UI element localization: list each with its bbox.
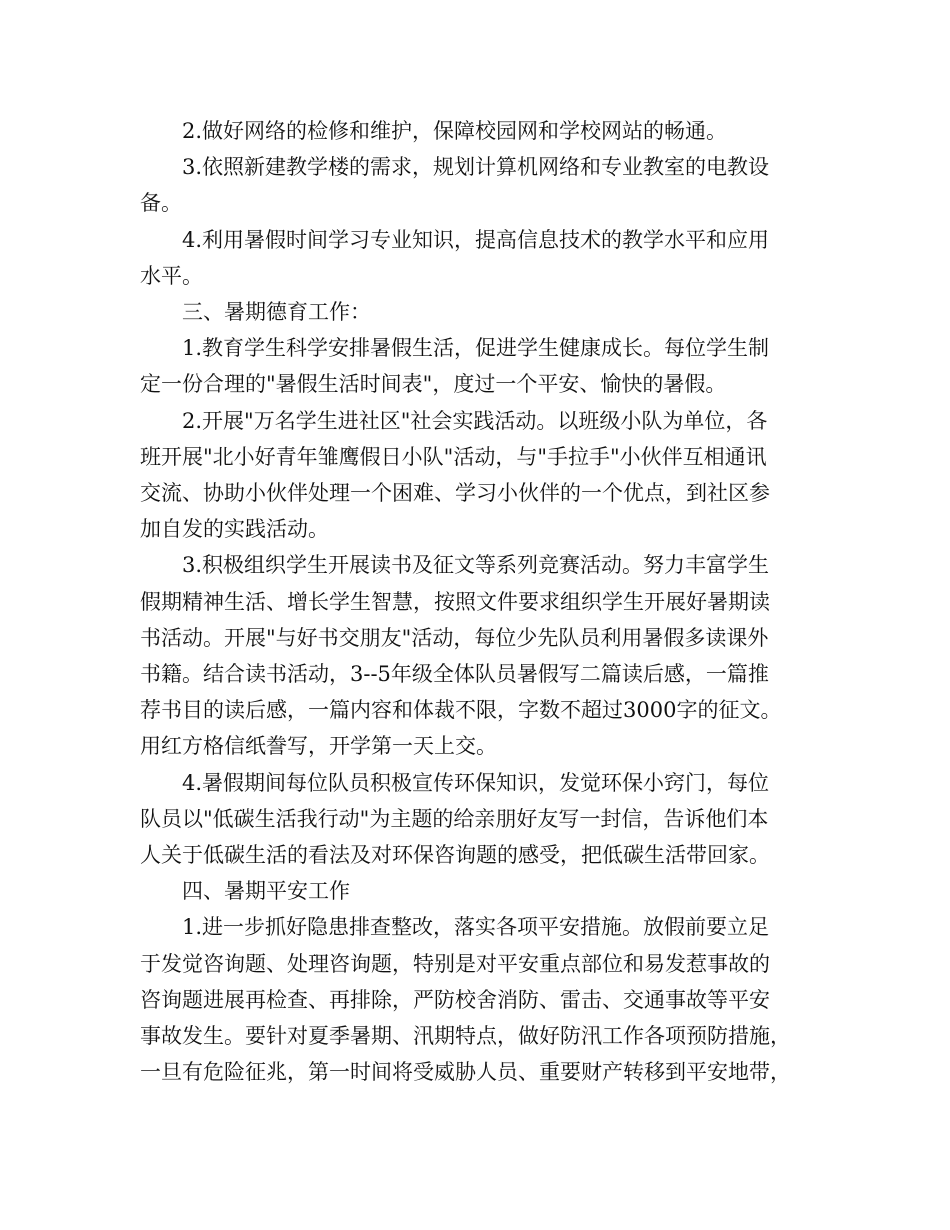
text-line: 4.暑假期间每位队员积极宣传环保知识，发觉环保小窍门，每位	[182, 770, 770, 795]
text-line: 定一份合理的"暑假生活时间表"，度过一个平安、愉快的暑假。	[140, 372, 727, 397]
text-line: 2.做好网络的检修和维护，保障校园网和学校网站的畅通。	[182, 119, 728, 143]
text-line: 书籍。结合读书活动，3--5年级全体队员暑假写二篇读后感，一篇推	[140, 662, 769, 687]
section-heading: 四、暑期平安工作	[182, 879, 350, 904]
text-line: 4.利用暑假时间学习专业知识，提高信息技术的教学水平和应用	[182, 227, 770, 252]
text-line: 2.开展"万名学生进社区"社会实践活动。以班级小队为单位，各	[182, 408, 768, 433]
text-line: 于发觉咨询题、处理咨询题，特别是对平安重点部位和易发惹事故的	[140, 951, 770, 976]
text-line: 队员以"低碳生活我行动"为主题的给亲朋好友写一封信，告诉他们本	[140, 806, 769, 831]
text-line: 人关于低碳生活的看法及对环保咨询题的感受，把低碳生活带回家。	[140, 843, 770, 868]
document-body	[140, 113, 812, 1090]
text-line: 备。	[140, 191, 182, 216]
text-line: 书活动。开展"与好书交朋友"活动，每位少先队员利用暑假多读课外	[140, 625, 769, 650]
text-line: 3.依照新建教学楼的需求，规划计算机网络和专业教室的电教设	[182, 155, 770, 180]
text-line: 班开展"北小好青年雏鹰假日小队"活动，与"手拉手"小伙伴互相通讯	[140, 444, 767, 469]
text-line: 加自发的实践活动。	[140, 517, 329, 542]
text-line: 3.积极组织学生开展读书及征文等系列竞赛活动。努力丰富学生	[182, 553, 770, 578]
text-line: 荐书目的读后感，一篇内容和体裁不限，字数不超过3000字的征文。	[140, 698, 782, 723]
text-line: 1.进一步抓好隐患排查整改，落实各项平安措施。放假前要立足	[182, 915, 770, 940]
text-line: 事故发生。要针对夏季暑期、汛期特点，做好防汛工作各项预防措施，	[140, 1024, 791, 1049]
text-line: 水平。	[140, 263, 203, 288]
text-line: 一旦有危险征兆，第一时间将受威胁人员、重要财产转移到平安地带，	[140, 1060, 791, 1085]
text-line: 交流、协助小伙伴处理一个困难、学习小伙伴的一个优点，到社区参	[140, 481, 770, 506]
text-line: 用红方格信纸誊写，开学第一天上交。	[140, 734, 497, 759]
text-line: 假期精神生活、增长学生智慧，按照文件要求组织学生开展好暑期读	[140, 589, 770, 614]
text-line: 1.教育学生科学安排暑假生活，促进学生健康成长。每位学生制	[182, 336, 770, 361]
text-line: 咨询题进展再检查、再排除，严防校舍消防、雷击、交通事故等平安	[140, 987, 770, 1012]
section-heading: 三、暑期德育工作：	[182, 300, 371, 325]
